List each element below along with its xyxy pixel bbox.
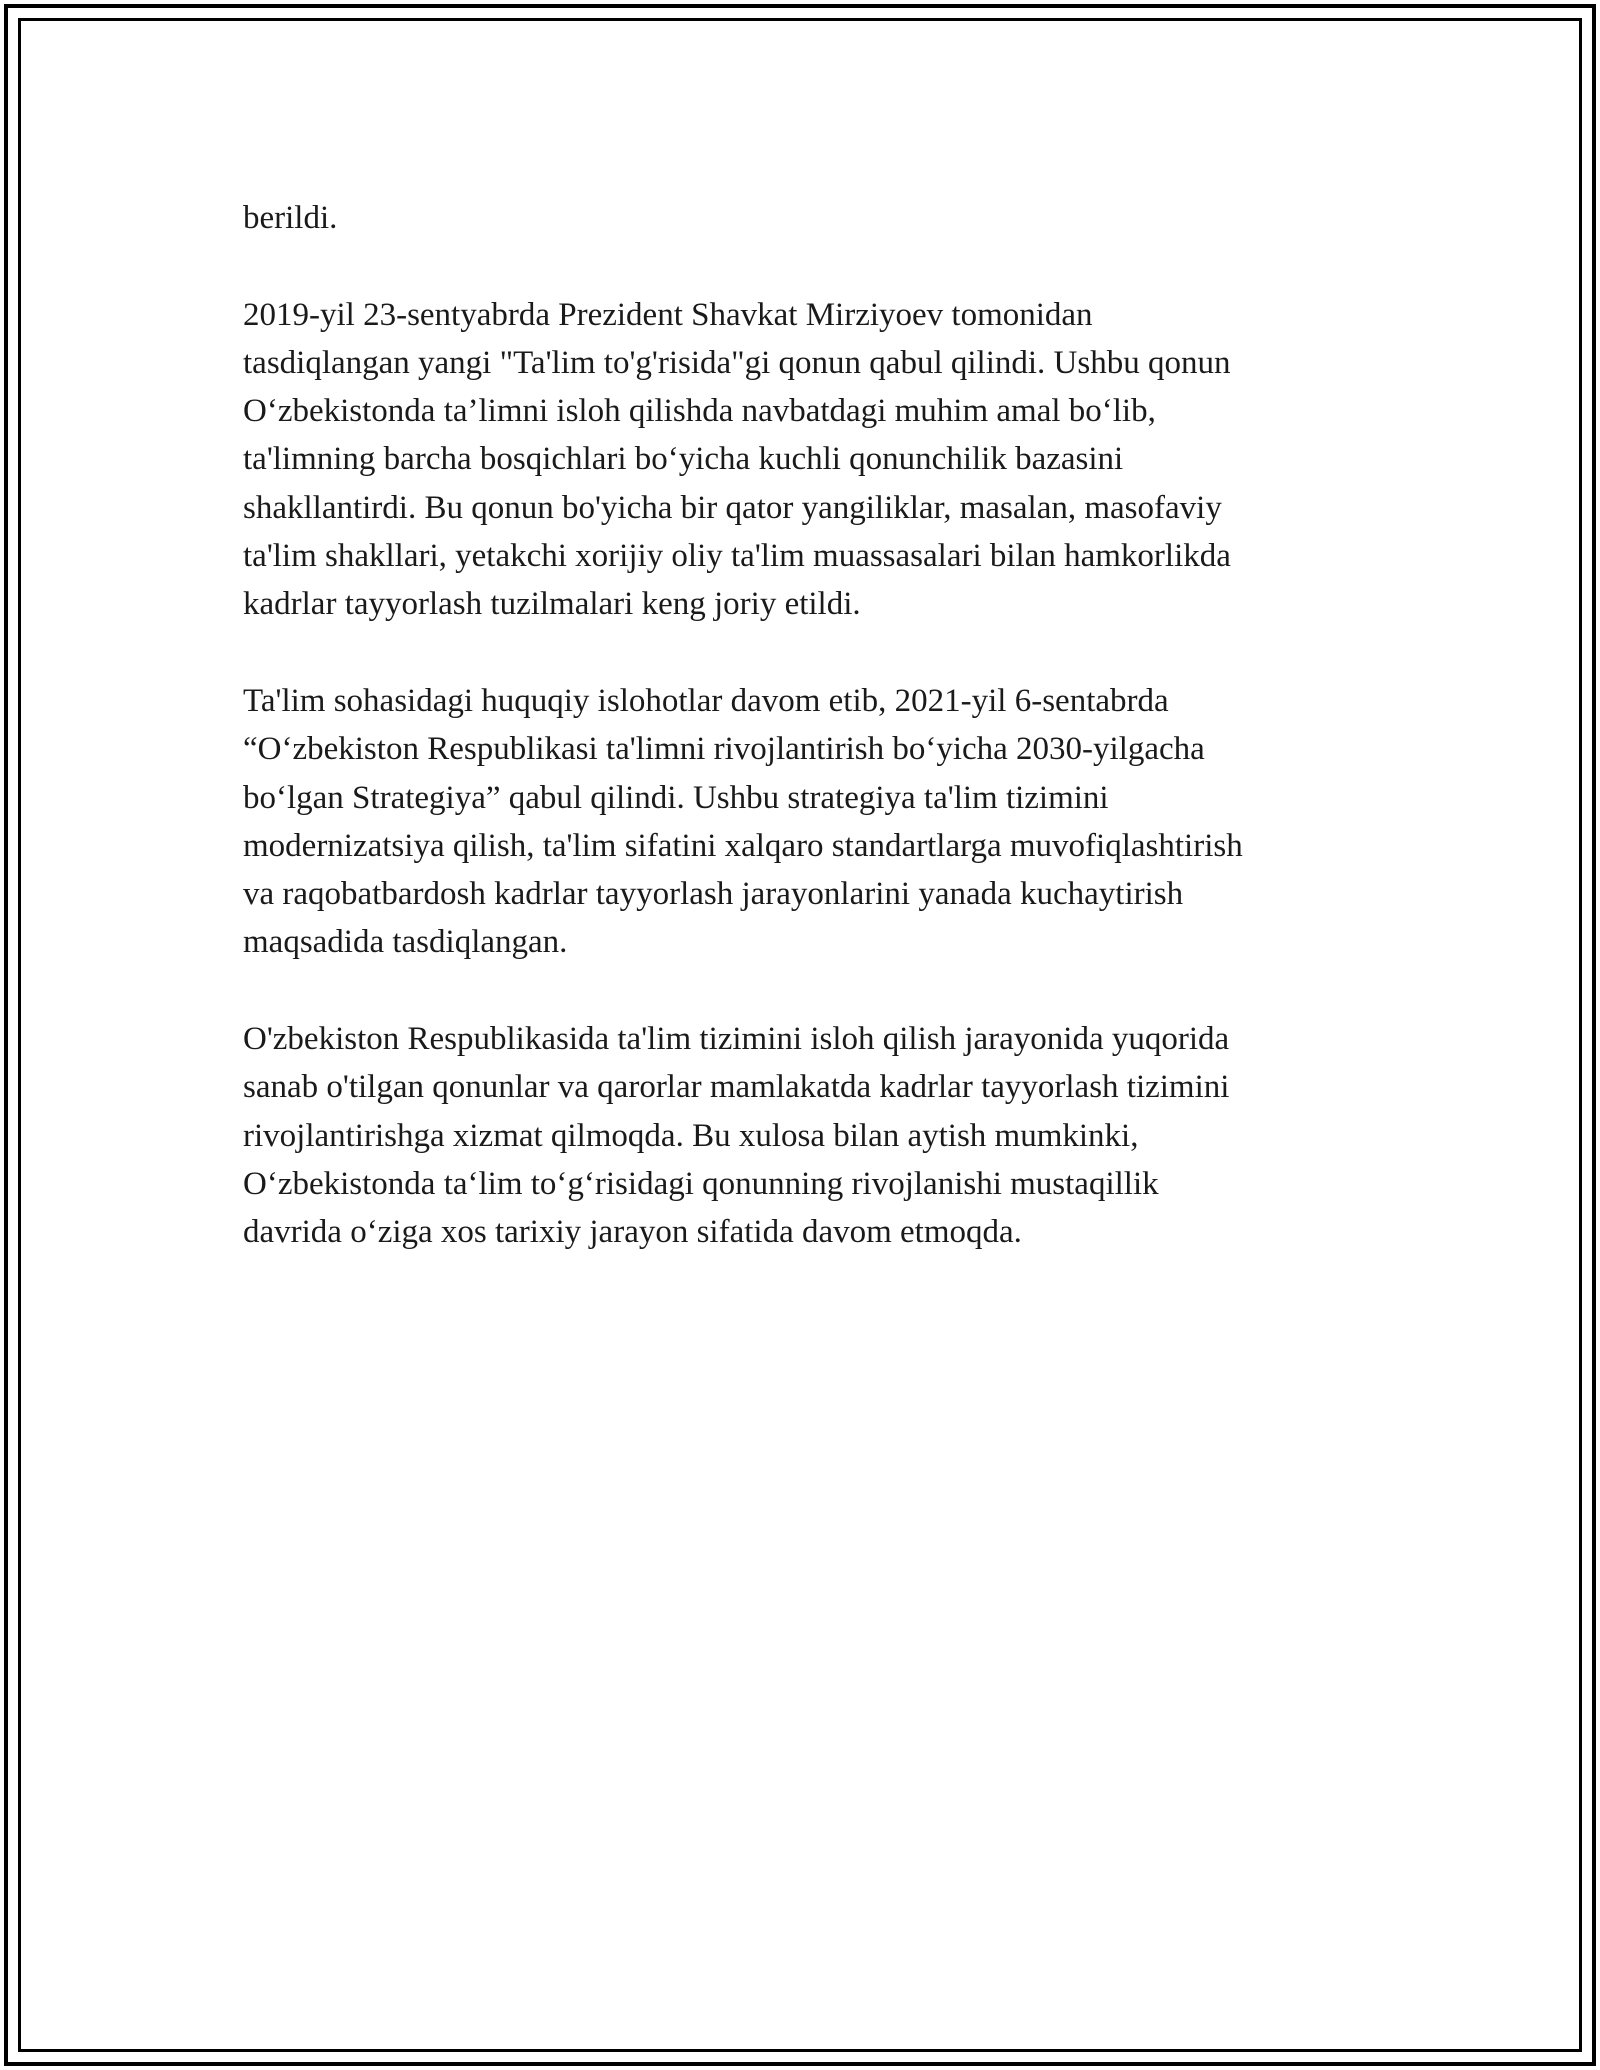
- page-frame: [4, 4, 1596, 2066]
- paragraph-education-law-2019: 2019-yil 23-sentyabrda Prezident Shavkat Mirziyoev tomonidan tasdiqlangan yangi "Ta'lim to'g'risida"gi qonun qabul qilindi. Ushbu qonun O‘zbekistonda ta’limni isloh qilishda navbatdagi muhim amal bo‘lib, ta'limning barcha bosqichlari bo‘yicha kuchli qonunchilik bazasini shakllantirdi. Bu qonun bo'yicha bir qator yangiliklar, masalan, masofaviy ta'lim shakllari, yetakchi xorijiy oliy ta'lim muassasalari bilan hamkorlikda kadrlar tayyorlash tuzilmalari keng joriy etildi.: [243, 296, 1231, 623]
- paragraph-conclusion: O'zbekiston Respublikasida ta'lim tizimini isloh qilish jarayonida yuqorida sanab o'tilgan qonunlar va qarorlar mamlakatda kadrlar tayyorlash tizimini rivojlantirishga xizmat qilmoqda. Bu xulosa bilan aytish mumkinki, O‘zbekistonda ta‘lim to‘g‘risidagi qonunning rivojlanishi mustaqillik davrida o‘ziga xos tarixiy jarayon sifatida davom etmoqda.: [243, 1021, 1230, 1251]
- paragraph-continuation: berildi.: [243, 200, 338, 236]
- document-body: [243, 194, 1373, 1305]
- paragraph-strategy-2030: Ta'lim sohasidagi huquqiy islohotlar davom etib, 2021-yil 6-sentabrda “O‘zbekiston Respublikasi ta'limni rivojlantirish bo‘yicha 2030-yilgacha bo‘lgan Strategiya” qabul qilindi. Ushbu strategiya ta'lim tizimini modernizatsiya qilish, ta'lim sifatini xalqaro standartlarga muvofiqlashtirish va raqobatbardosh kadrlar tayyorlash jarayonlarini yanada kuchaytirish maqsadida tasdiqlangan.: [243, 682, 1243, 961]
